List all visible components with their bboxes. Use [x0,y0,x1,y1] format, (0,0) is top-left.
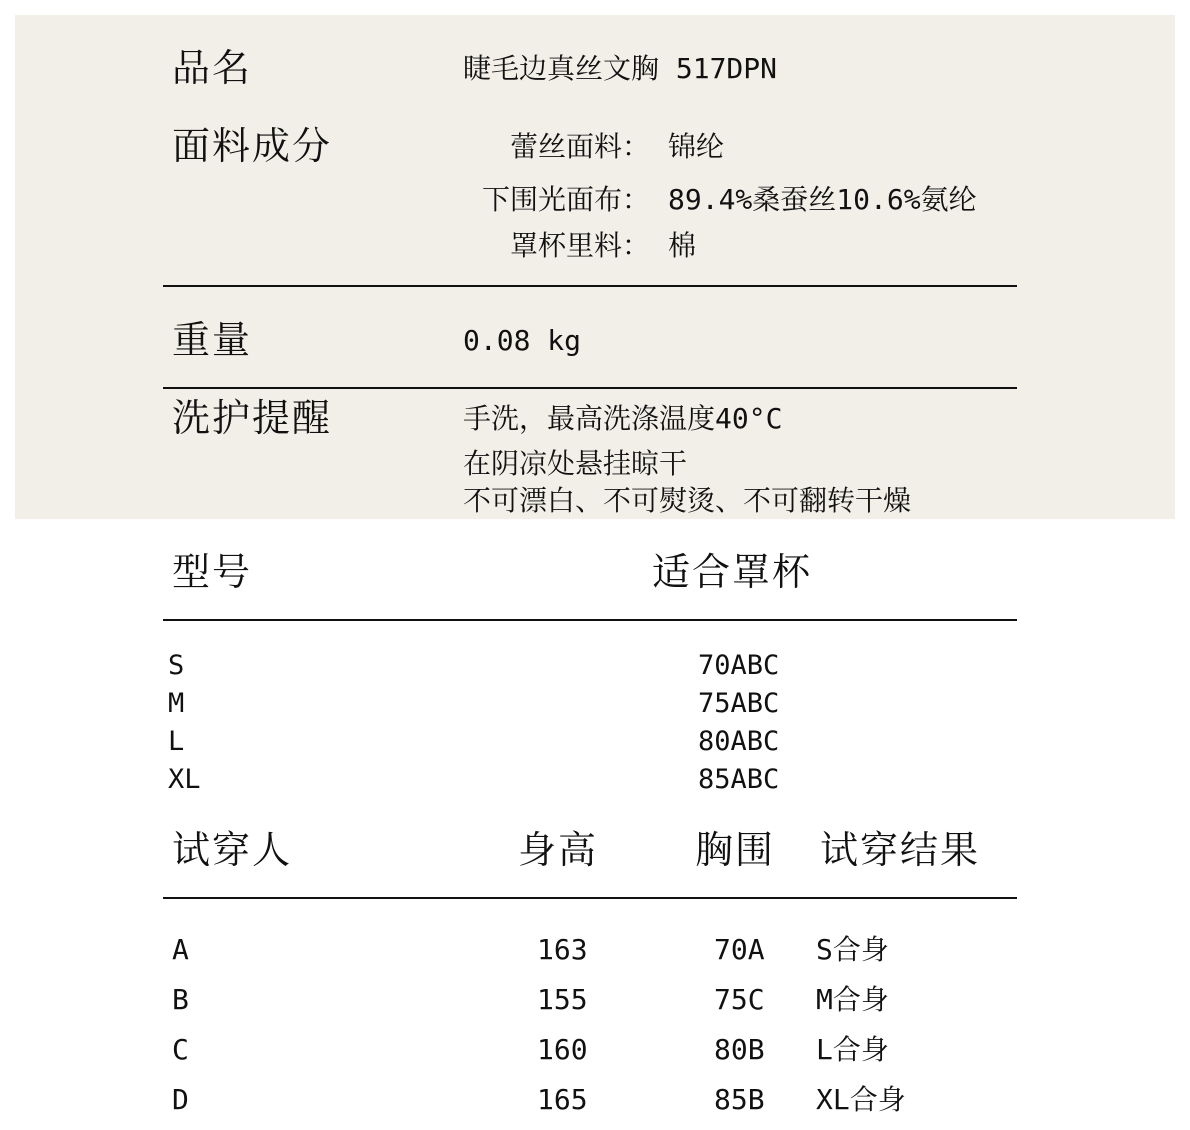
result-cell: M合身 [816,983,889,1016]
fabric-label: 面料成分 [172,124,333,168]
result-cell: L合身 [816,1033,889,1066]
weight-value: 0.08 kg [463,324,582,357]
cup-header: 适合罩杯 [652,550,813,594]
size-cell: M [168,688,185,719]
person-cell: D [172,1083,189,1116]
height-cell: 155 [537,983,588,1016]
fabric-material-band: 89.4%桑蚕丝10.6%氨纶 [668,183,977,216]
person-cell: C [172,1033,189,1066]
person-cell: A [172,933,189,966]
size-cell: L [168,726,185,757]
person-header: 试穿人 [172,828,293,872]
care-line: 手洗，最高洗涤温度40°C [463,402,783,435]
size-cell: S [168,650,185,681]
fabric-part-lining: 罩杯里料： [509,229,650,262]
bust-cell: 70A [714,933,765,966]
result-cell: S合身 [816,933,889,966]
size-table-divider [163,619,1017,621]
size-cell: XL [168,764,201,795]
weight-label: 重量 [172,318,253,362]
bust-cell: 75C [714,983,765,1016]
divider [163,387,1017,389]
fit-table-divider [163,897,1017,899]
cup-cell: 85ABC [698,764,780,795]
size-header: 型号 [172,550,253,594]
cup-cell: 75ABC [698,688,780,719]
result-header: 试穿结果 [820,828,981,872]
product-info-panel [15,15,1175,519]
fabric-part-lace: 蕾丝面料： [509,130,650,163]
height-cell: 163 [537,933,588,966]
care-label: 洗护提醒 [172,396,333,440]
product-name-label: 品名 [172,46,253,90]
fabric-part-band: 下围光面布： [481,183,650,216]
cup-cell: 70ABC [698,650,780,681]
care-line: 不可漂白、不可熨烫、不可翻转干燥 [463,484,912,517]
cup-cell: 80ABC [698,726,780,757]
product-name-value: 睫毛边真丝文胸 517DPN [463,52,778,85]
person-cell: B [172,983,189,1016]
fabric-material-lace: 锦纶 [668,130,725,163]
fabric-material-lining: 棉 [668,229,697,262]
care-line: 在阴凉处悬挂晾干 [463,447,688,480]
divider [163,285,1017,287]
result-cell: XL合身 [816,1083,906,1116]
bust-cell: 85B [714,1083,765,1116]
bust-header: 胸围 [695,828,776,872]
bust-cell: 80B [714,1033,765,1066]
height-cell: 165 [537,1083,588,1116]
height-header: 身高 [518,828,599,872]
height-cell: 160 [537,1033,588,1066]
